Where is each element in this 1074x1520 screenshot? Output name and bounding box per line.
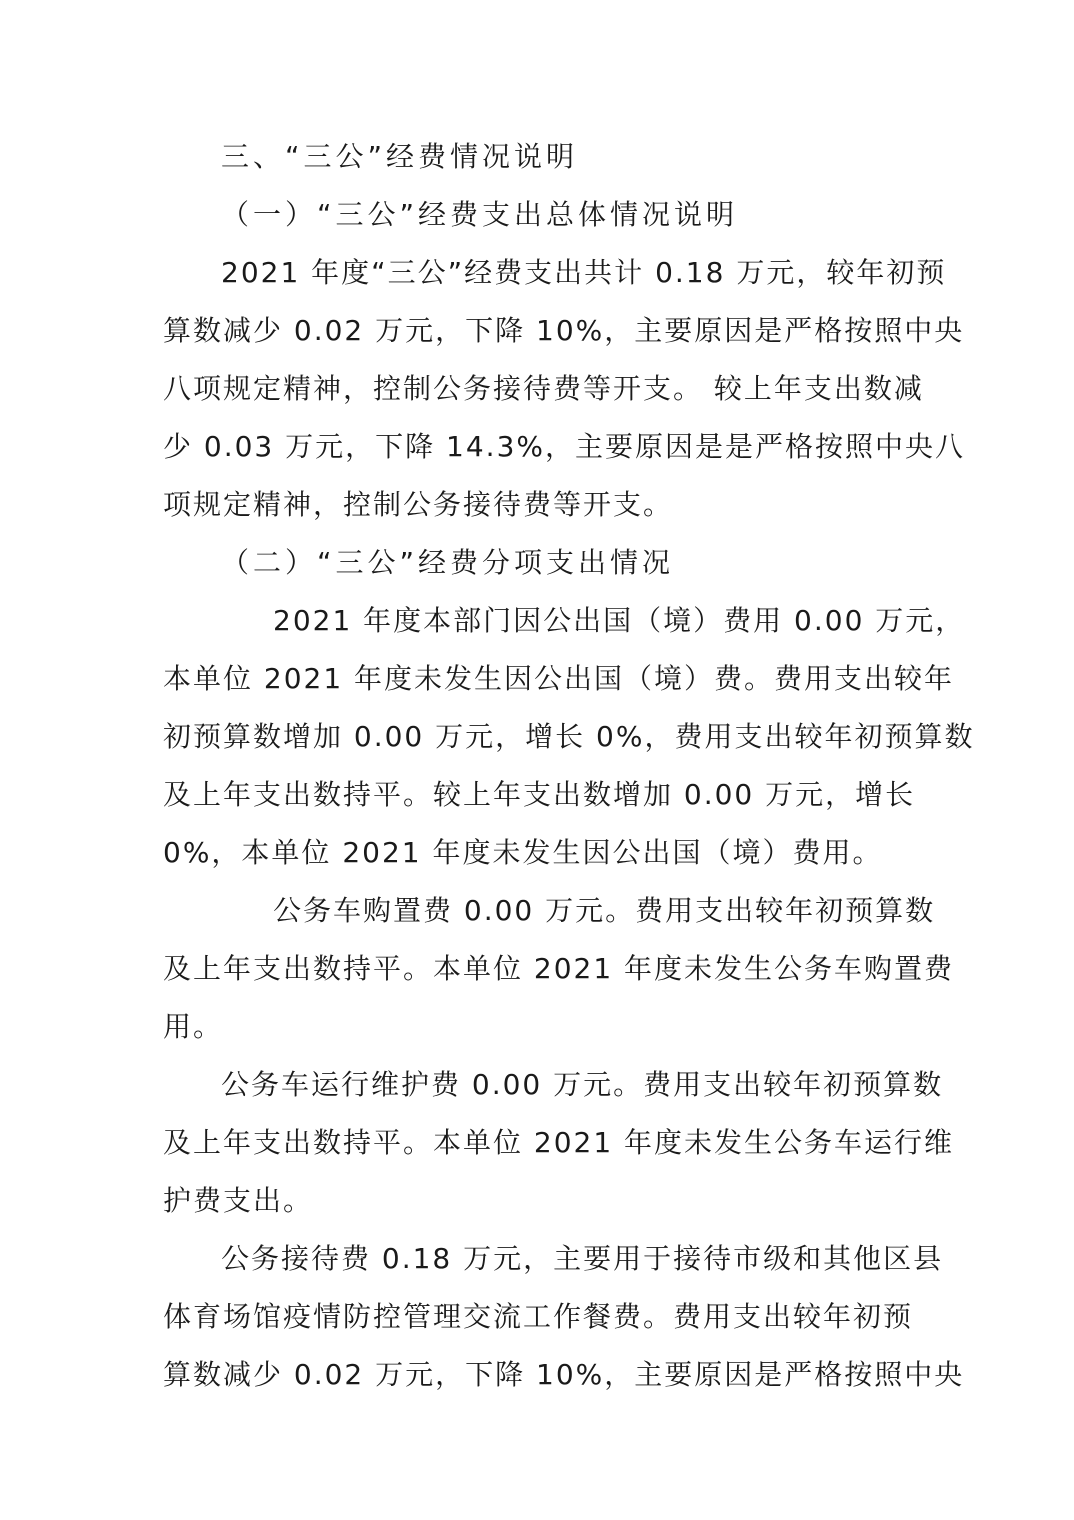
paragraph-line: 2021 年度本部门因公出国（境）费用 0.00 万元， xyxy=(273,604,966,637)
paragraph-reception xyxy=(163,1230,965,1404)
subsection-title-itemized: （二）“三公”经费分项支出情况 xyxy=(221,546,675,579)
paragraph-line: 八项规定精神，控制公务接待费等开支。 较上年支出数减 xyxy=(163,372,924,405)
paragraph-line: 及上年支出数持平。较上年支出数增加 0.00 万元，增长 xyxy=(163,778,916,811)
subsection-title-overall: （一）“三公”经费支出总体情况说明 xyxy=(221,198,739,231)
paragraph-line: 0%，本单位 2021 年度未发生因公出国（境）费用。 xyxy=(163,836,883,869)
paragraph-line: 及上年支出数持平。本单位 2021 年度未发生公务车购置费 xyxy=(163,952,955,985)
paragraph-line: 公务车运行维护费 0.00 万元。费用支出较年初预算数 xyxy=(221,1068,944,1101)
paragraph-line: 公务接待费 0.18 万元，主要用于接待市级和其他区县 xyxy=(221,1242,944,1275)
paragraph-overall xyxy=(163,244,965,534)
paragraph-line: 护费支出。 xyxy=(163,1184,314,1217)
paragraph-abroad xyxy=(163,592,975,882)
paragraph-line: 用。 xyxy=(163,1010,224,1043)
paragraph-line: 算数减少 0.02 万元，下降 10%，主要原因是严格按照中央 xyxy=(163,314,965,347)
paragraph-line: 体育场馆疫情防控管理交流工作餐费。费用支出较年初预 xyxy=(163,1300,914,1333)
paragraph-line: 项规定精神，控制公务接待费等开支。 xyxy=(163,488,674,521)
paragraph-vehicle-purchase xyxy=(163,882,955,1056)
paragraph-line: 初预算数增加 0.00 万元，增长 0%，费用支出较年初预算数 xyxy=(163,720,975,753)
paragraph-line: 算数减少 0.02 万元，下降 10%，主要原因是严格按照中央 xyxy=(163,1358,965,1391)
paragraph-line: 本单位 2021 年度未发生因公出国（境）费。费用支出较年 xyxy=(163,662,955,695)
paragraph-line: 及上年支出数持平。本单位 2021 年度未发生公务车运行维 xyxy=(163,1126,955,1159)
document-body xyxy=(163,128,975,1404)
paragraph-line: 少 0.03 万元，下降 14.3%，主要原因是是严格按照中央八 xyxy=(163,430,965,463)
paragraph-vehicle-operation xyxy=(163,1056,955,1230)
paragraph-line: 公务车购置费 0.00 万元。费用支出较年初预算数 xyxy=(273,894,936,927)
section-title: 三、“三公”经费情况说明 xyxy=(221,140,579,173)
paragraph-line: 2021 年度“三公”经费支出共计 0.18 万元，较年初预 xyxy=(221,256,947,289)
